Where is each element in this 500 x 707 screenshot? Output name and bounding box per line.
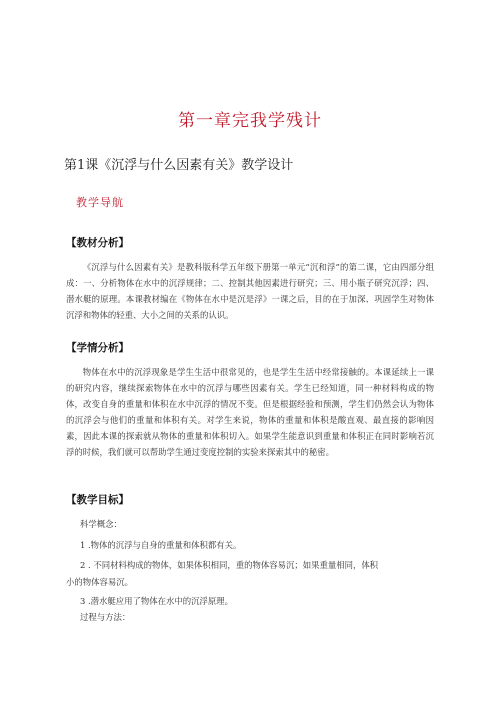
goal-line: 小的物体容易沉。 xyxy=(66,577,133,587)
goal-line: 过程与方法： xyxy=(80,612,131,622)
material-analysis-paragraph: 《沉浮与什么因素有关》是教科版科学五年级下册第一单元“沉和浮”的第二课，它由四部分组成：一、分析物体在水中的沉浮规律；二、控制其他因素进行研究；三、用小瓶子研究沉浮；四、潜水艇的原理。本课教材编在《物体在水中是沉是浮》一课之后，目的在于加深、巩固学生对物体沉浮和物体的轻重、大小之间的关系的认识。 xyxy=(66,262,434,320)
section-heading-student-analysis: 【学情分析】 xyxy=(66,342,129,354)
teaching-navigation-heading: 教学导航 xyxy=(76,196,124,209)
lesson-title: 第1课《沉浮与什么因素有关》教学设计 xyxy=(64,158,294,173)
section-heading-teaching-goals: 【教学目标】 xyxy=(66,494,129,506)
goal-line: 3 .潜水艇应用了物体在水中的沉浮原理。 xyxy=(80,596,234,606)
student-analysis-paragraph: 物体在水中的沉浮现象是学生生活中很常见的，也是学生生活中经常接触的。本课延续上一课的研究内容，继续探索物体在水中的沉浮与哪些因素有关。学生已经知道，同一种材料构成的物体，改变自身的重量和体积在水中沉浮的情况不变。但是根据经验和预测，学生们仍然会认为物体的沉浮会与他们的重量和体积有关。对学生来说，物体的重量和体积是酸直观、最直接的影响因素，因此本课的探索就从物体的重量和体积切入。如果学生能意识到重量和体积正在同时影响若沉浮的时候，我们就可以帮助学生通过变度控制的实验来探索其中的秘密。 xyxy=(66,367,434,457)
goal-line: 1 .物体的沉浮与自身的重量和体积都有关。 xyxy=(80,540,242,550)
chapter-title: 第一章完我学残计 xyxy=(178,111,322,131)
section-heading-material-analysis: 【教材分析】 xyxy=(66,237,129,249)
goal-line: 2 . 不同材料构成的物体，如果体积相同，重的物体容易沉；如果重量相同，体积 xyxy=(80,560,379,570)
goal-line: 科学概念： xyxy=(80,519,122,529)
